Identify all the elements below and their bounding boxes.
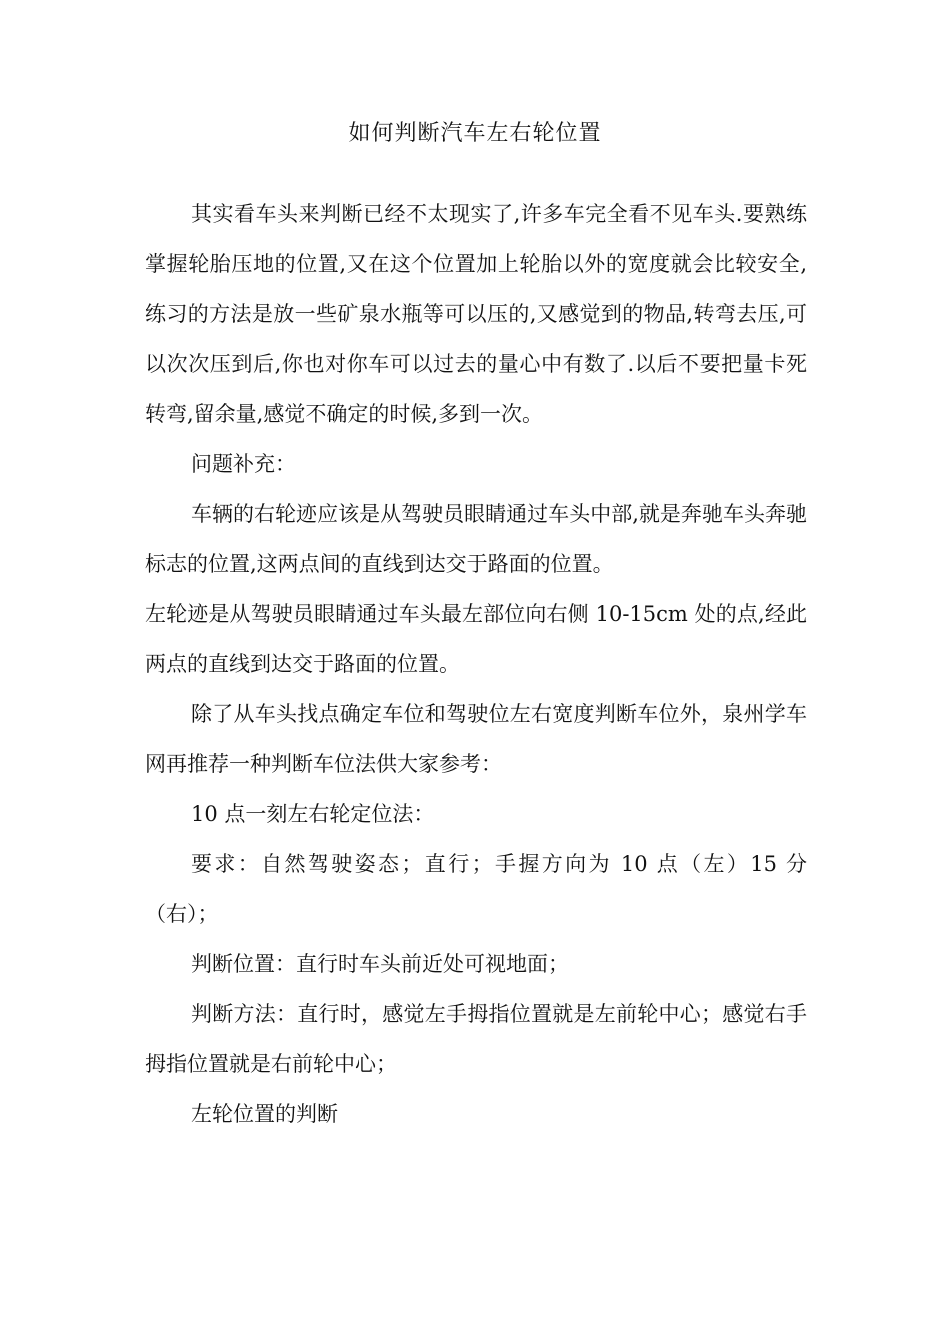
paragraph-intro: 其实看车头来判断已经不太现实了,许多车完全看不见车头.要熟练掌握轮胎压地的位置,又在这个位置加上轮胎以外的宽度就会比较安全,练习的方法是放一些矿泉水瓶等可以压的,又感觉到的物品,转弯去压,可以次次压到后,你也对你车可以过去的量心中有数了.以后不要把量卡死转弯,留余量,感觉不确定的时候,多到一次。 xyxy=(145,202,807,426)
paragraph-judgement-method: 判断方法：直行时，感觉左手拇指位置就是左前轮中心；感觉右手拇指位置就是右前轮中心； xyxy=(145,1002,807,1076)
paragraph-requirements: 要求：自然驾驶姿态；直行；手握方向为 10 点（左）15 分（右）； xyxy=(145,852,807,926)
paragraph-judgement-position: 判断位置：直行时车头前近处可视地面； xyxy=(191,952,569,976)
document-title: 如何判断汽车左右轮位置 xyxy=(348,121,602,146)
paragraph-question-supplement: 问题补充： xyxy=(191,452,296,476)
document-body xyxy=(145,189,807,1139)
paragraph-recommendation: 除了从车头找点确定车位和驾驶位左右宽度判断车位外，泉州学车网再推荐一种判断车位法供大家参考： xyxy=(145,702,807,776)
paragraph-method-title: 10 点一刻左右轮定位法： xyxy=(191,802,435,826)
paragraph-right-track: 车辆的右轮迹应该是从驾驶员眼睛通过车头中部,就是奔驰车头奔驰标志的位置,这两点间的直线到达交于路面的位置。 xyxy=(145,502,807,576)
paragraph-left-track: 左轮迹是从驾驶员眼睛通过车头最左部位向右侧 10-15cm 处的点,经此两点的直线到达交于路面的位置。 xyxy=(145,602,807,676)
paragraph-left-wheel-heading: 左轮位置的判断 xyxy=(191,1102,338,1126)
